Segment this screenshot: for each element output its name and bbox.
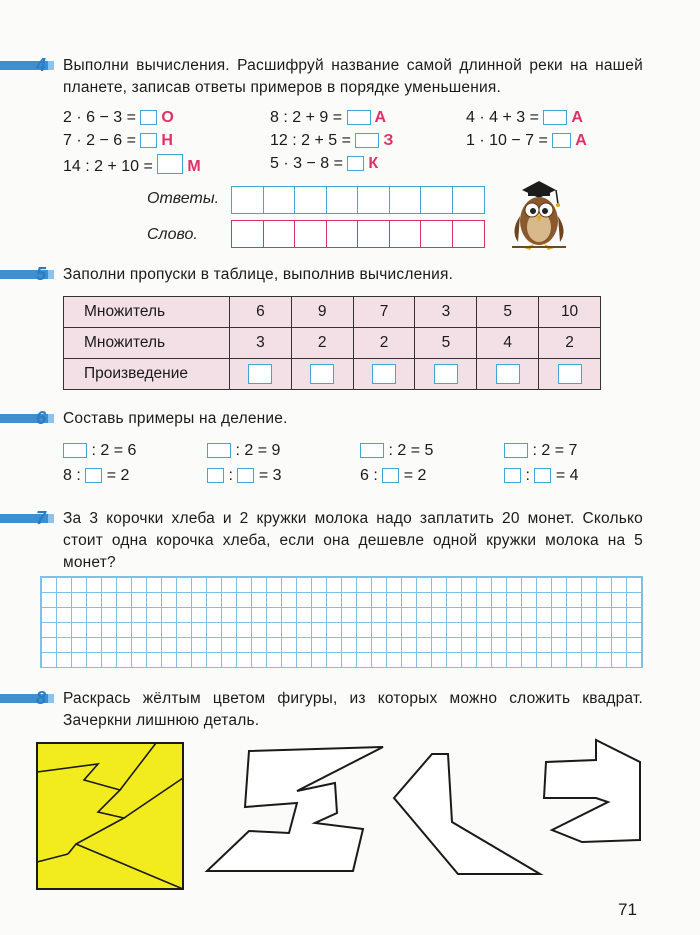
word-cells <box>231 220 483 248</box>
answer-box[interactable] <box>347 156 364 171</box>
table-row <box>64 359 601 390</box>
division-item-6: : = 3 <box>207 466 282 486</box>
row-label: Множитель <box>64 297 230 328</box>
answer-box[interactable] <box>382 468 399 483</box>
owl-illustration <box>508 176 570 252</box>
table-row <box>64 297 601 328</box>
answer-box[interactable] <box>157 154 183 174</box>
square-fill <box>37 743 183 889</box>
shape-boot <box>392 752 542 878</box>
yellow-square-puzzle <box>36 742 184 890</box>
answer-cell[interactable] <box>389 186 422 214</box>
answer-grid[interactable] <box>40 576 643 668</box>
row-label: Произведение <box>64 359 230 390</box>
expression-6: 5 · 3 − 8 = К <box>270 155 379 172</box>
word-cell[interactable] <box>231 220 264 248</box>
product-box[interactable] <box>558 364 582 384</box>
answer-box[interactable] <box>534 468 551 483</box>
expression-4: 8 : 2 + 9 = А <box>270 109 387 126</box>
answer-cell[interactable] <box>263 186 296 214</box>
division-item-5: 8 : = 2 <box>63 467 130 484</box>
word-cell[interactable] <box>452 220 485 248</box>
expression-2: 7 · 2 − 6 = Н <box>63 132 173 149</box>
row-label: Множитель <box>64 328 230 359</box>
task-4-number: 4 <box>36 55 47 75</box>
answer-cell[interactable] <box>357 186 390 214</box>
task-5-text: Заполни пропуски в таблице, выполнив вычисления. <box>63 266 454 283</box>
word-cell[interactable] <box>326 220 359 248</box>
table-cell: 2 <box>539 328 601 359</box>
answer-box[interactable] <box>140 110 157 125</box>
table-cell: 7 <box>353 297 415 328</box>
task-6-text: Составь примеры на деление. <box>63 410 288 427</box>
table-cell: 4 <box>477 328 539 359</box>
answer-box[interactable] <box>207 443 231 458</box>
answer-cell[interactable] <box>294 186 327 214</box>
expression-3: 14 : 2 + 10 = М <box>63 154 201 177</box>
product-cell <box>230 359 292 390</box>
word-cell[interactable] <box>420 220 453 248</box>
division-item-7: 6 : = 2 <box>360 467 427 484</box>
answer-cell[interactable] <box>452 186 485 214</box>
answer-box[interactable] <box>543 110 567 125</box>
table-cell: 5 <box>477 297 539 328</box>
task-8-number: 8 <box>36 688 47 708</box>
product-box[interactable] <box>434 364 458 384</box>
product-box[interactable] <box>496 364 520 384</box>
task-8-text: Раскрась жёлтым цветом фигуры, из которых можно сложить квадрат. Зачеркни лишнюю деталь. <box>63 690 643 729</box>
task-7-number: 7 <box>36 508 47 528</box>
table-cell: 9 <box>291 297 353 328</box>
task-7-text: За 3 корочки хлеба и 2 кружки молока надо заплатить 20 монет. Сколько стоит одна корочка хлеба, если она дешевле одной кружки молока на 5 монет? <box>63 510 643 571</box>
word-cell[interactable] <box>357 220 390 248</box>
table-cell: 10 <box>539 297 601 328</box>
answer-box[interactable] <box>63 443 87 458</box>
table-cell: 6 <box>230 297 292 328</box>
word-label: Слово. <box>147 226 198 243</box>
task-5-number: 5 <box>36 264 47 284</box>
division-item-1: : 2 = 6 <box>63 441 136 461</box>
answers-cells <box>231 186 483 214</box>
product-cell <box>477 359 539 390</box>
table-row <box>64 328 601 359</box>
division-item-2: : 2 = 9 <box>207 441 280 461</box>
expression-1: 2 · 6 − 3 = О <box>63 109 174 126</box>
answer-box[interactable] <box>85 468 102 483</box>
product-cell <box>353 359 415 390</box>
division-item-8: : = 4 <box>504 466 579 486</box>
answer-cell[interactable] <box>420 186 453 214</box>
product-box[interactable] <box>248 364 272 384</box>
answer-box[interactable] <box>552 133 571 148</box>
table-cell: 3 <box>415 297 477 328</box>
answer-box[interactable] <box>140 133 157 148</box>
answers-label: Ответы. <box>147 190 220 207</box>
product-cell <box>539 359 601 390</box>
table-cell: 5 <box>415 328 477 359</box>
expression-7: 4 · 4 + 3 = А <box>466 109 583 126</box>
multiplication-table <box>63 296 601 390</box>
table-cell: 2 <box>291 328 353 359</box>
task-4-text: Выполни вычисления. Расшифруй название самой длинной реки на нашей планете, записав ответы примеров в порядке уменьшения. <box>63 57 643 96</box>
answer-box[interactable] <box>504 468 521 483</box>
division-item-3: : 2 = 5 <box>360 441 433 461</box>
answer-box[interactable] <box>355 133 379 148</box>
expression-8: 1 · 10 − 7 = А <box>466 132 587 149</box>
shape-zigzag <box>205 745 390 875</box>
answer-cell[interactable] <box>231 186 264 214</box>
product-box[interactable] <box>310 364 334 384</box>
answer-cell[interactable] <box>326 186 359 214</box>
expression-5: 12 : 2 + 5 = З <box>270 132 394 149</box>
word-cell[interactable] <box>389 220 422 248</box>
product-box[interactable] <box>372 364 396 384</box>
answer-box[interactable] <box>207 468 224 483</box>
task-6-number: 6 <box>36 408 47 428</box>
answer-box[interactable] <box>347 110 371 125</box>
shape-hexagon <box>540 736 645 846</box>
answer-box[interactable] <box>237 468 254 483</box>
page-number: 71 <box>618 900 637 919</box>
word-cell[interactable] <box>294 220 327 248</box>
product-cell <box>291 359 353 390</box>
answer-box[interactable] <box>360 443 384 458</box>
table-cell: 3 <box>230 328 292 359</box>
table-cell: 2 <box>353 328 415 359</box>
word-cell[interactable] <box>263 220 296 248</box>
product-cell <box>415 359 477 390</box>
answer-box[interactable] <box>504 443 528 458</box>
division-item-4: : 2 = 7 <box>504 441 577 461</box>
